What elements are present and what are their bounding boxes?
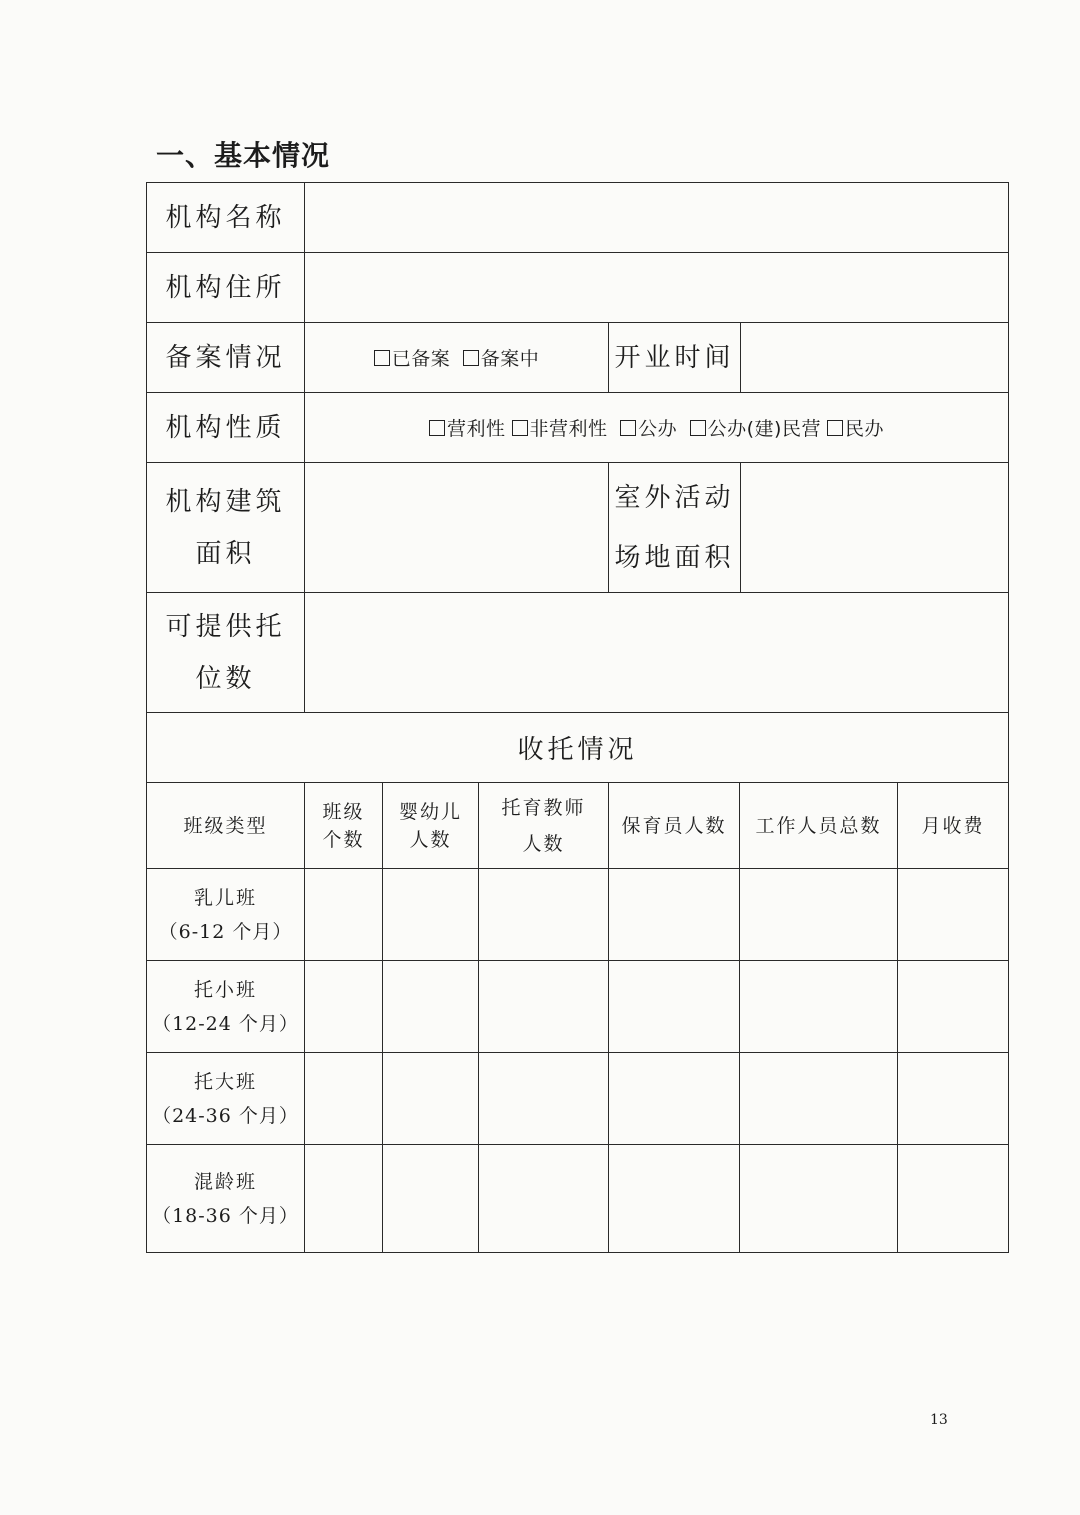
staff-total-field[interactable] — [740, 869, 898, 961]
enrollment-row-toddler-small — [147, 961, 1009, 1053]
basic-info-table — [146, 182, 1009, 1253]
header-label: 工作人员总数 — [755, 814, 882, 837]
caregiver-count-field[interactable] — [609, 869, 740, 961]
record-option-label: 备案中 — [480, 348, 540, 370]
teacher-count-field[interactable] — [479, 1053, 609, 1145]
class-name: 乳儿班 — [193, 886, 257, 909]
row-institution-address — [147, 253, 1009, 323]
class-count-field[interactable] — [305, 869, 383, 961]
caregiver-count-field[interactable] — [609, 961, 740, 1053]
class-count-field[interactable] — [305, 961, 383, 1053]
monthly-fee-field[interactable] — [898, 1145, 1009, 1253]
header-teacher-count — [479, 783, 609, 869]
institution-address-label: 机构住所 — [165, 272, 286, 303]
institution-nature-label: 机构性质 — [165, 412, 286, 443]
nature-option-label: 非营利性 — [529, 418, 608, 440]
class-age-range: （18-36 个月） — [152, 1204, 299, 1227]
class-type-cell — [147, 1145, 305, 1253]
record-option-label: 已备案 — [391, 348, 451, 370]
open-time-label-cell — [609, 323, 741, 393]
enrollment-row-mixed-age — [147, 1145, 1009, 1253]
building-area-label-cell — [147, 463, 305, 593]
capacity-label-line1: 可提供托 — [165, 611, 286, 642]
class-name: 托大班 — [193, 1070, 257, 1093]
infant-count-field[interactable] — [383, 961, 479, 1053]
header-label-line1: 婴幼儿 — [398, 800, 462, 823]
outdoor-area-label-cell — [609, 463, 741, 593]
enrollment-header-row — [147, 783, 1009, 869]
staff-total-field[interactable] — [740, 1145, 898, 1253]
infant-count-field[interactable] — [383, 1145, 479, 1253]
institution-nature-label-cell — [147, 393, 305, 463]
row-institution-nature — [147, 393, 1009, 463]
class-age-range: （24-36 个月） — [152, 1104, 299, 1127]
row-area — [147, 463, 1009, 593]
header-infant-count — [383, 783, 479, 869]
checkbox-icon[interactable] — [827, 420, 843, 436]
checkbox-icon[interactable] — [374, 350, 390, 366]
nature-option-for-profit[interactable] — [429, 414, 506, 441]
nature-option-public[interactable] — [620, 414, 677, 441]
infant-count-field[interactable] — [383, 869, 479, 961]
header-label-line1: 班级 — [322, 800, 365, 823]
checkbox-icon[interactable] — [429, 420, 445, 436]
monthly-fee-field[interactable] — [898, 869, 1009, 961]
row-record-status — [147, 323, 1009, 393]
header-caregiver-count — [609, 783, 740, 869]
record-status-label-cell — [147, 323, 305, 393]
class-type-cell — [147, 961, 305, 1053]
class-age-range: （6-12 个月） — [158, 920, 293, 943]
checkbox-icon[interactable] — [690, 420, 706, 436]
outdoor-area-field[interactable] — [741, 463, 1009, 593]
nature-option-label: 民办 — [844, 418, 884, 440]
nature-option-label: 公办(建)民营 — [707, 418, 821, 440]
class-name: 混龄班 — [193, 1170, 257, 1193]
institution-name-field[interactable] — [305, 183, 1009, 253]
enrollment-row-toddler-large — [147, 1053, 1009, 1145]
monthly-fee-field[interactable] — [898, 961, 1009, 1053]
header-label-line1: 托育教师 — [501, 796, 586, 819]
checkbox-icon[interactable] — [512, 420, 528, 436]
institution-name-label-cell — [147, 183, 305, 253]
header-label: 班级类型 — [183, 814, 268, 837]
open-time-field[interactable] — [741, 323, 1009, 393]
institution-name-label: 机构名称 — [165, 202, 286, 233]
institution-address-label-cell — [147, 253, 305, 323]
header-label-line2: 个数 — [322, 828, 365, 851]
outdoor-area-label-line2: 场地面积 — [614, 542, 735, 573]
row-capacity — [147, 593, 1009, 713]
building-area-label-line1: 机构建筑 — [165, 486, 286, 517]
header-label: 保育员人数 — [621, 814, 727, 837]
building-area-label-line2: 面积 — [195, 538, 256, 569]
page-number: 13 — [930, 1412, 948, 1428]
class-type-cell — [147, 1053, 305, 1145]
staff-total-field[interactable] — [740, 1053, 898, 1145]
infant-count-field[interactable] — [383, 1053, 479, 1145]
caregiver-count-field[interactable] — [609, 1053, 740, 1145]
nature-option-label: 公办 — [638, 418, 678, 440]
record-status-options — [305, 323, 609, 393]
nature-option-private[interactable] — [827, 414, 884, 441]
institution-address-field[interactable] — [305, 253, 1009, 323]
nature-option-non-profit[interactable] — [512, 414, 608, 441]
row-institution-name — [147, 183, 1009, 253]
building-area-field[interactable] — [305, 463, 609, 593]
teacher-count-field[interactable] — [479, 1145, 609, 1253]
caregiver-count-field[interactable] — [609, 1145, 740, 1253]
enrollment-title-cell — [147, 713, 1009, 783]
outdoor-area-label-line1: 室外活动 — [614, 482, 735, 513]
basic-info-form — [146, 182, 1008, 1253]
enrollment-row-infant — [147, 869, 1009, 961]
class-count-field[interactable] — [305, 1145, 383, 1253]
header-label-line2: 人数 — [409, 828, 452, 851]
teacher-count-field[interactable] — [479, 869, 609, 961]
header-class-type — [147, 783, 305, 869]
row-enrollment-title — [147, 713, 1009, 783]
header-monthly-fee — [898, 783, 1009, 869]
capacity-label-cell — [147, 593, 305, 713]
teacher-count-field[interactable] — [479, 961, 609, 1053]
monthly-fee-field[interactable] — [898, 1053, 1009, 1145]
institution-nature-options — [305, 393, 1009, 463]
class-type-cell — [147, 869, 305, 961]
class-name: 托小班 — [193, 978, 257, 1001]
record-option-in-progress[interactable] — [463, 344, 540, 371]
record-status-label: 备案情况 — [165, 342, 286, 373]
class-age-range: （12-24 个月） — [152, 1012, 299, 1035]
record-option-filed[interactable] — [374, 344, 451, 371]
enrollment-title: 收托情况 — [517, 735, 638, 765]
section-title: 一、基本情况 — [156, 139, 331, 172]
header-label: 月收费 — [921, 814, 985, 837]
nature-option-public-private[interactable] — [690, 414, 821, 441]
checkbox-icon[interactable] — [463, 350, 479, 366]
capacity-field[interactable] — [305, 593, 1009, 713]
nature-option-label: 营利性 — [447, 418, 506, 440]
header-class-count — [305, 783, 383, 869]
staff-total-field[interactable] — [740, 961, 898, 1053]
checkbox-icon[interactable] — [620, 420, 636, 436]
header-label-line2: 人数 — [522, 832, 565, 855]
open-time-label: 开业时间 — [614, 342, 735, 373]
header-staff-total — [740, 783, 898, 869]
capacity-label-line2: 位数 — [195, 663, 256, 694]
class-count-field[interactable] — [305, 1053, 383, 1145]
